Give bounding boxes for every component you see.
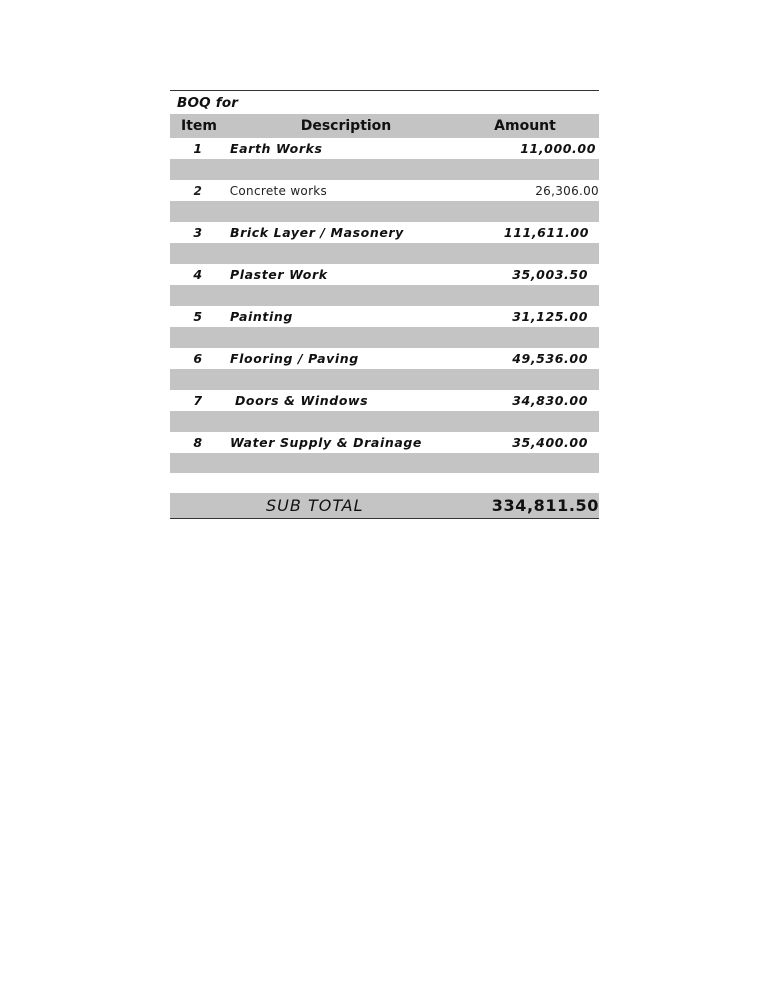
table-row bbox=[170, 264, 599, 285]
header-amount: Amount bbox=[494, 118, 556, 134]
title-row bbox=[170, 91, 599, 114]
spacer-band bbox=[170, 285, 599, 306]
row-amount: 11,000.00 bbox=[520, 141, 596, 156]
row-amount: 35,003.50 bbox=[512, 267, 588, 282]
row-description: Water Supply & Drainage bbox=[230, 435, 422, 450]
row-item-number: 3 bbox=[193, 225, 203, 240]
spacer-white bbox=[170, 473, 599, 493]
table-title: BOQ for bbox=[177, 94, 239, 111]
spacer-band bbox=[170, 159, 599, 180]
row-description: Flooring / Paving bbox=[230, 351, 359, 366]
subtotal-row bbox=[170, 493, 599, 519]
row-description: Doors & Windows bbox=[230, 393, 369, 408]
boq-table bbox=[170, 90, 599, 519]
row-description: Earth Works bbox=[230, 141, 323, 156]
subtotal-amount: 334,811.50 bbox=[491, 496, 599, 515]
row-amount: 34,830.00 bbox=[512, 393, 588, 408]
row-item-number: 6 bbox=[193, 351, 203, 366]
table-row bbox=[170, 390, 599, 411]
table-row bbox=[170, 138, 599, 159]
spacer-band bbox=[170, 411, 599, 432]
row-amount: 31,125.00 bbox=[512, 309, 588, 324]
header-row bbox=[170, 114, 599, 138]
row-amount: 111,611.00 bbox=[503, 225, 589, 240]
table-row bbox=[170, 348, 599, 369]
header-description: Description bbox=[300, 118, 392, 134]
table-row bbox=[170, 222, 599, 243]
row-description: Brick Layer / Masonery bbox=[230, 225, 404, 240]
spacer-band bbox=[170, 201, 599, 222]
row-description: Concrete works bbox=[229, 183, 328, 198]
table-row bbox=[170, 432, 599, 453]
subtotal-label: SUB TOTAL bbox=[266, 496, 364, 515]
row-item-number: 4 bbox=[193, 267, 203, 282]
row-description: Plaster Work bbox=[230, 267, 328, 282]
header-item: Item bbox=[181, 118, 217, 134]
row-item-number: 8 bbox=[193, 435, 203, 450]
spacer-band bbox=[170, 327, 599, 348]
table-row bbox=[170, 180, 599, 201]
row-amount: 35,400.00 bbox=[512, 435, 588, 450]
row-description: Painting bbox=[230, 309, 293, 324]
row-item-number: 1 bbox=[193, 141, 203, 156]
row-item-number: 7 bbox=[193, 393, 203, 408]
spacer-band bbox=[170, 369, 599, 390]
row-amount: 49,536.00 bbox=[512, 351, 588, 366]
spacer-band bbox=[170, 453, 599, 473]
row-amount: 26,306.00 bbox=[535, 183, 599, 198]
row-item-number: 2 bbox=[193, 183, 203, 198]
row-item-number: 5 bbox=[193, 309, 203, 324]
table-row bbox=[170, 306, 599, 327]
spacer-band bbox=[170, 243, 599, 264]
